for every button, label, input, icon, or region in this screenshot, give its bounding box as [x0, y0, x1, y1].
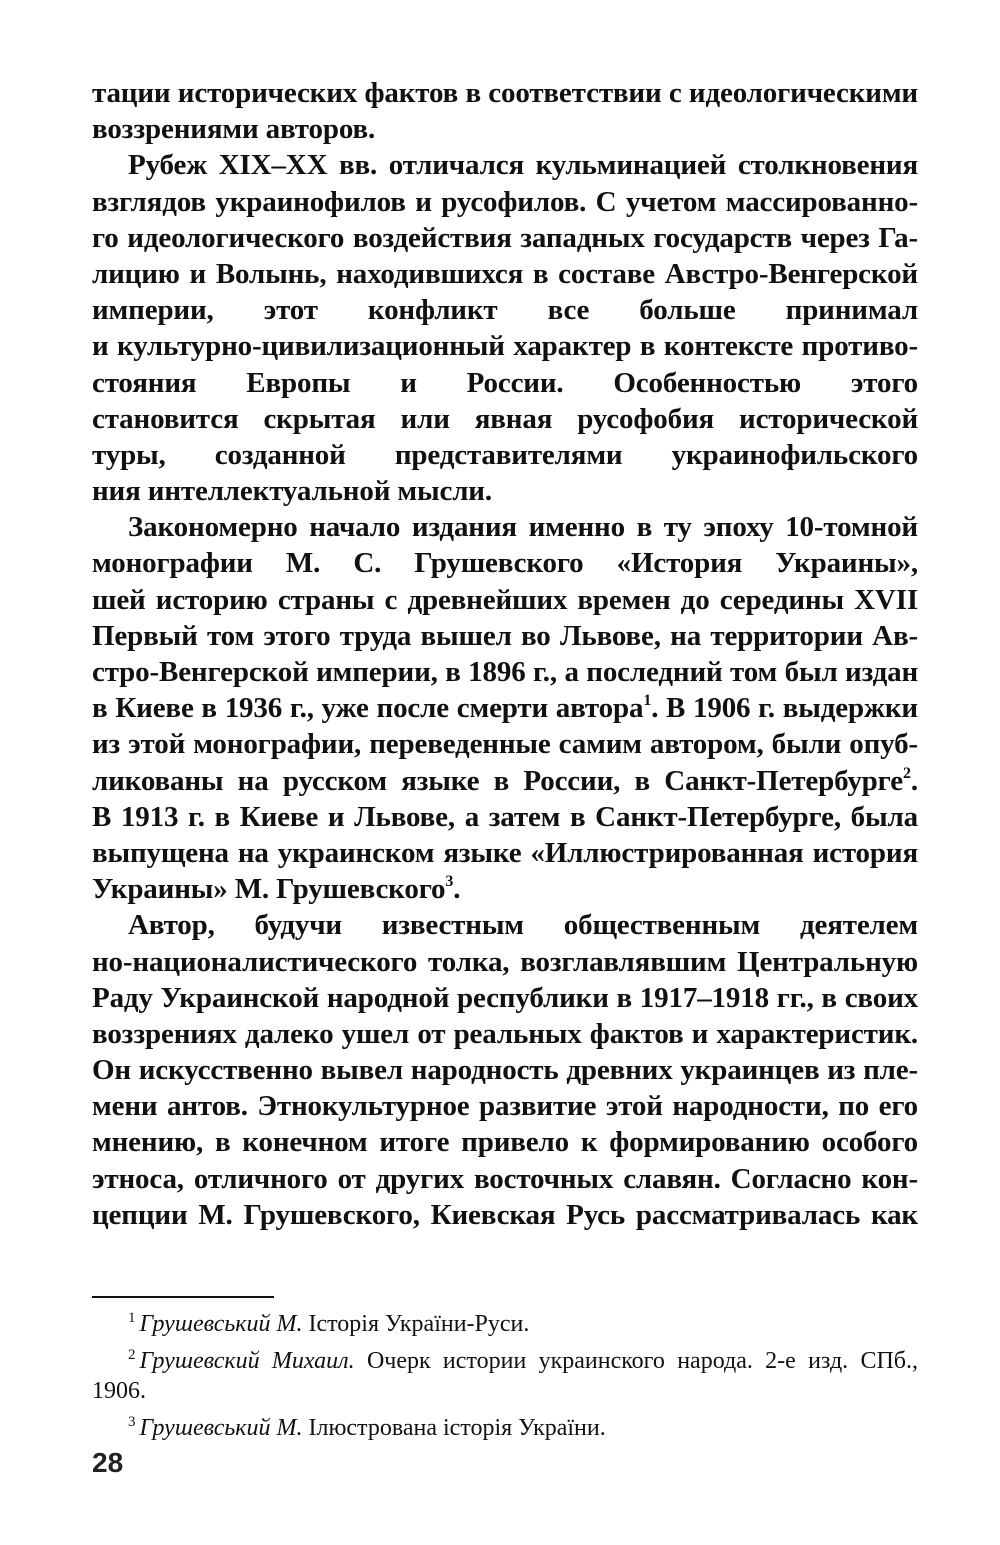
page-number: 28: [92, 1447, 124, 1478]
footnotes: [92, 1303, 918, 1443]
text-line: из этой монографии, переведенные самим автором, были опуб-: [92, 728, 918, 761]
footnote-number: 1: [128, 1310, 136, 1326]
footnote-text: Історія України-Руси.: [302, 1311, 530, 1337]
text-line: стро-Венгерской империи, в 1896 г., а последний том был издан: [92, 656, 918, 688]
footnote-number: 3: [128, 1413, 136, 1430]
text-segment: Украины» М. Грушевского: [92, 873, 446, 906]
text-line: Закономерно начало издания именно в ту эпоху 10-томной: [128, 511, 918, 544]
text-line: Первый том этого труда вышел во Львове, на территории Ав-: [92, 619, 918, 652]
paragraph-1: [92, 75, 918, 147]
footnote-mark-3: 3: [445, 873, 454, 891]
footnote-1: [92, 1303, 918, 1340]
footnote-2: [92, 1340, 918, 1407]
text-line: выпущена на украинском языке «Иллюстрированная история: [92, 836, 918, 869]
text-line: империи, этот конфликт все больше принимал: [92, 294, 918, 327]
text-line: Рубеж XIX–XX вв. отличался кульминацией столкновения: [128, 149, 918, 182]
footnote-number: 2: [128, 1346, 136, 1363]
text-line: стояния Европы и России. Особенностью этого: [92, 366, 918, 399]
text-line: но-националистического толка, возглавлявшим Центральную: [92, 945, 918, 978]
text-line: го идеологического воздействия западных государств через Га-: [92, 221, 918, 254]
text-segment: . В 1906 г. выдержки: [651, 692, 918, 725]
text-line: ния интеллектуальной мысли.: [92, 475, 492, 508]
text-line: воззрениями авторов.: [92, 113, 376, 146]
footnote-mark-1: 1: [643, 692, 652, 710]
footnote-divider: [92, 1296, 274, 1298]
text-line: туры, созданной представителями украинофильского: [92, 438, 918, 471]
text-line: цепции М. Грушевского, Киевская Русь рассматривалась как: [92, 1198, 918, 1231]
text-line: становится скрытая или явная русофобия исторической: [92, 402, 918, 435]
text-line: воззрениях далеко ушел от реальных фактов и характеристик.: [92, 1017, 918, 1050]
footnote-text: Очерк истории украинского народа. 2-е изд. СПб., 1906.: [92, 1347, 918, 1404]
paragraph-4: [92, 907, 918, 1233]
text-line: взглядов украинофилов и русофилов. С учетом массированно-: [92, 185, 918, 218]
text-segment: ликованы на русском языке в России, в Санкт-Петербурге: [92, 764, 904, 797]
text-line: монографии М. С. Грушевского «История Украины»,: [92, 547, 918, 580]
text-line: этноса, отличного от других восточных славян. Согласно кон-: [92, 1162, 918, 1195]
text-line-with-footnote: [92, 763, 918, 799]
text-line: мени антов. Этнокультурное развитие этой народности, по его: [92, 1090, 918, 1123]
text-line: и культурно-цивилизационный характер в контексте противо-: [92, 330, 918, 363]
text-segment: .: [910, 764, 918, 797]
footnote-author: Грушевський М.: [139, 1311, 303, 1337]
text-line: мнению, в конечном итоге привело к формированию особого: [92, 1126, 918, 1159]
footnote-author: Грушевський М.: [139, 1414, 303, 1441]
text-line-with-footnote: [92, 690, 918, 726]
text-segment: в Киеве в 1936 г., уже после смерти автора: [92, 692, 644, 725]
text-line: шей историю страны с древнейших времен до середины XVII: [92, 583, 918, 616]
footnote-author: Грушевский Михаил.: [139, 1347, 355, 1374]
page-body: [92, 75, 918, 1233]
text-segment: .: [453, 873, 461, 906]
text-line: лицию и Волынь, находившихся в составе Австро-Венгерской: [92, 257, 918, 290]
paragraph-3: [92, 509, 918, 907]
text-line: Он искусственно вывел народность древних украинцев из пле-: [92, 1054, 918, 1087]
footnote-3: [92, 1407, 918, 1444]
text-line-with-footnote: [92, 871, 918, 907]
text-line: тации исторических фактов в соответствии с идеологическими: [92, 77, 918, 109]
paragraph-2: [92, 147, 918, 509]
footnote-text: Ілюстрована історія України.: [302, 1414, 606, 1441]
footnote-mark-2: 2: [903, 764, 911, 782]
text-line: В 1913 г. в Киеве и Львове, а затем в Санкт-Петербурге, была: [92, 800, 918, 833]
text-line: Автор, будучи известным общественным деятелем: [128, 909, 918, 942]
text-line: Раду Украинской народной республики в 1917–1918 гг., в своих: [92, 981, 918, 1014]
